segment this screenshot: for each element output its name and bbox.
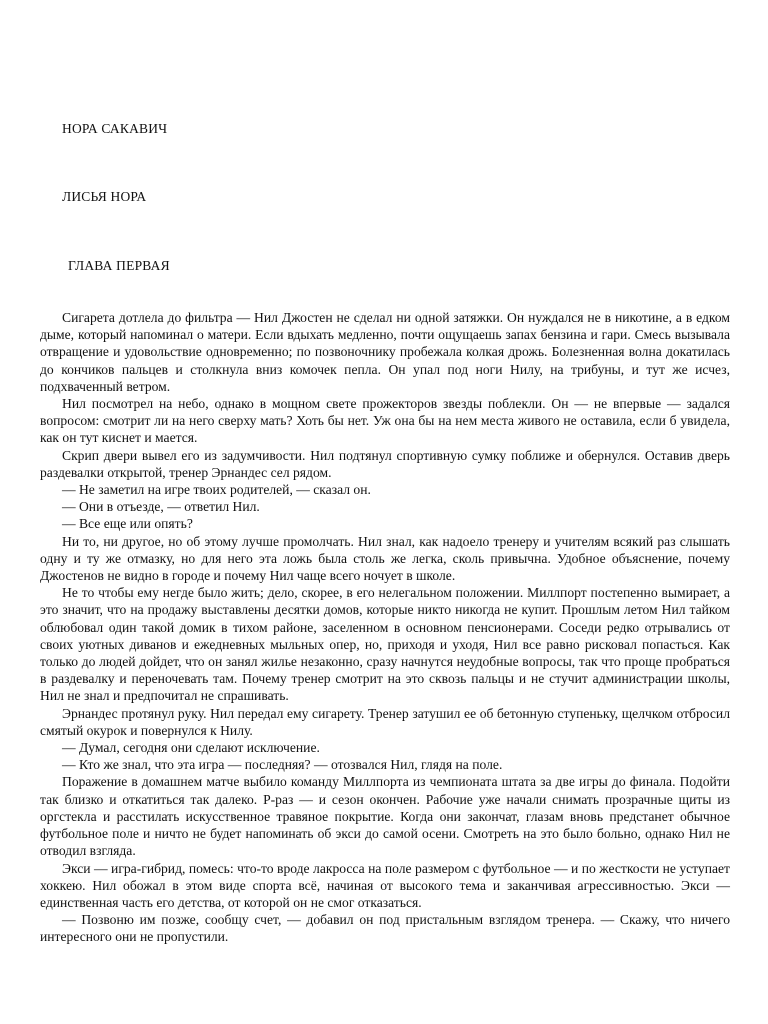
paragraph: Скрип двери вывел его из задумчивости. Нил подтянул спортивную сумку поближе и обернулся. Оставив дверь раздевалки открытой, тренер Эрнандес сел рядом. <box>40 447 730 480</box>
paragraph: Ни то, ни другое, но об этому лучше промолчать. Нил знал, как надоело тренеру и учителям всякий раз слышать одну и ту же отмазку, но для него эта ложь была столь же легка, сколь привычна. Удобное объяснение, почему Джостенов не видно в городе и почему Нил чаще всего ночует в школе. <box>40 533 730 584</box>
paragraph: — Думал, сегодня они сделают исключение. <box>62 740 320 756</box>
paragraph: Поражение в домашнем матче выбило команду Миллпорта из чемпионата штата за две игры до финала. Подойти так близко и откатиться так далеко. Р-раз — и сезон окончен. Рабочие уже начали снимать прозрачные щиты из оргстекла и расстилать искусственное травяное покрытие. Когда они закончат, глазам вновь предстанет обычное футбольное поле и ничто не будет напоминать об экси до самой осени. Смотреть на это было больно, однако Нил не отводил взгляда. <box>40 774 730 859</box>
paragraph: — Все еще или опять? <box>62 516 193 532</box>
paragraph: — Они в отъезде, — ответил Нил. <box>62 499 260 515</box>
chapter-body <box>40 309 730 946</box>
book-title: ЛИСЬЯ НОРА <box>62 189 147 204</box>
paragraph: Экси — игра-гибрид, помесь: что-то вроде лакросса на поле размером с футбольное — и по жесткости не уступает хоккею. Нил обожал в этом виде спорта всё, начиная от высокого тема и заканчивая агрессивностью. Экси — единственная часть его детства, от которой он не смог отказаться. <box>40 860 730 910</box>
paragraph: Не то чтобы ему негде было жить; дело, скорее, в его нелегальном положении. Миллпорт постепенно вымирает, а это значит, что на продажу выставлены десятки домов, которые никто никогда не купит. Прошлым летом Нил тайком облюбовал один такой домик в тихом районе, заселенном в основном пенсионерами. Соседи редко отрывались от своих уютных диванов и ежедневных мыльных опер, но, приходя и уходя, Нил все равно рисковал попасться. Как только до людей дойдет, что он занял жилье незаконно, сразу начнутся неудобные вопросы, так что проще пробраться в раздевалку и переночевать там. Почему тренер смотрит на это сквозь пальцы и не стучит администрации школы, Нил не знал и предпочитал не спрашивать. <box>40 585 730 704</box>
paragraph: Эрнандес протянул руку. Нил передал ему сигарету. Тренер затушил ее об бетонную ступеньку, щелчком отбросил смятый окурок и повернулся к Нилу. <box>40 705 730 738</box>
chapter-title: ГЛАВА ПЕРВАЯ <box>68 258 170 273</box>
author-name: НОРА САКАВИЧ <box>62 121 168 136</box>
paragraph: — Кто же знал, что эта игра — последняя? — отозвался Нил, глядя на поле. <box>62 757 503 773</box>
paragraph: — Позвоню им позже, сообщу счет, — добавил он под пристальным взглядом тренера. — Скажу, что ничего интересного они не пропустили. <box>40 912 730 945</box>
paragraph: — Не заметил на игре твоих родителей, — сказал он. <box>62 482 371 498</box>
paragraph: Сигарета дотлела до фильтра — Нил Джостен не сделал ни одной затяжки. Он нуждался не в никотине, а в едком дыме, который напоминал о матери. Если вдыхать медленно, почти ощущаешь запах бензина и гари. Смесь вызывала отвращение и удовольствие одновременно; по позвоночнику пробежала колкая дрожь. Болезненная волна докатилась до кончиков пальцев и столкнула вниз комочек пепла. Он упал под ноги Нилу, на трибуны, и тут же исчез, подхваченный ветром. <box>40 310 730 394</box>
paragraph: Нил посмотрел на небо, однако в мощном свете прожекторов звезды поблекли. Он — не впервые — задался вопросом: смотрит ли на него сверху мать? Хоть бы нет. Уж она бы на нем места живого не оставила, если б увидела, как он тут киснет и мается. <box>40 396 730 446</box>
